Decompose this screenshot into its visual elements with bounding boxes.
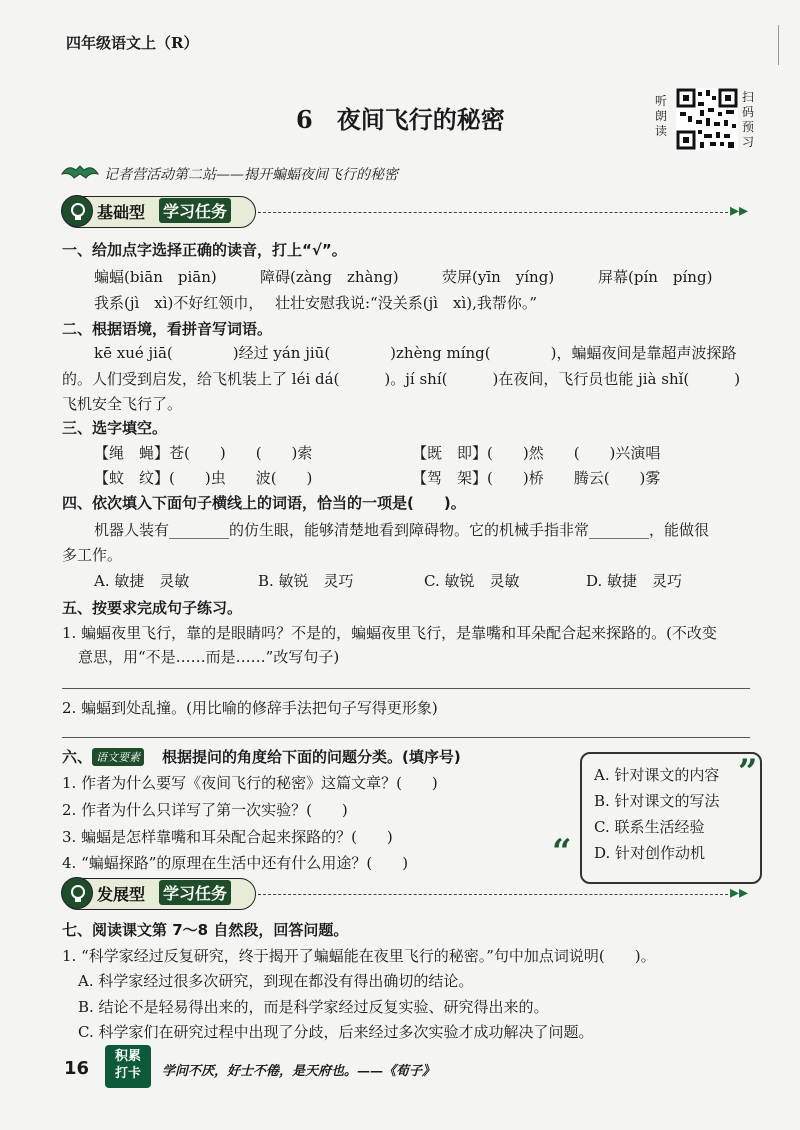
q6-option: A. 针对课文的内容: [594, 766, 720, 784]
arrow-right-icon: ▸▸: [730, 882, 749, 903]
q4-option: B. 敏锐 灵巧: [258, 572, 354, 590]
q6-option: B. 针对课文的写法: [594, 792, 720, 810]
q5-item: 2. 蝙蝠到处乱撞。(用比喻的修辞手法把句子写得更形象): [62, 699, 438, 717]
section-basic-label-b: 学习任务: [159, 198, 231, 223]
arrow-right-icon: ▸▸: [730, 200, 749, 221]
lightbulb-icon: [66, 200, 90, 224]
q3-item: 【既 即】( )然 ( )兴演唱: [412, 444, 661, 462]
q3-title: 三、选字填空。: [62, 419, 168, 437]
section-basic-header: [62, 196, 256, 228]
q6-option: C. 联系生活经验: [594, 818, 705, 836]
quote-open-icon: “: [552, 832, 572, 872]
book-label: 四年级语文上（R）: [66, 34, 199, 52]
lesson-title: 6 夜间飞行的秘密: [296, 105, 505, 134]
section-advanced-label-b: 学习任务: [159, 880, 231, 905]
checkin-stamp: [105, 1045, 151, 1088]
q6-title: 根据提问的角度给下面的问题分类。(填序号): [162, 748, 461, 766]
q1-item: 障碍(zàng zhàng): [260, 268, 399, 286]
section-divider: [258, 212, 728, 213]
q6-prefix: 六、: [62, 748, 93, 766]
section-advanced-label-a: 发展型: [97, 885, 146, 904]
q4-option: D. 敏捷 灵巧: [586, 572, 683, 590]
q5-item: 1. 蝙蝠夜里飞行，靠的是眼睛吗？不是的，蝙蝠夜里飞行，是靠嘴和耳朵配合起来探路的。(不改变: [62, 624, 717, 642]
q7-title: 七、阅读课文第 7～8 自然段，回答问题。: [62, 921, 349, 939]
q6-item: 4. “蝙蝠探路”的原理在生活中还有什么用途？( ): [62, 854, 409, 872]
margin-mark: [778, 25, 780, 65]
q6-item: 1. 作者为什么要写《夜间飞行的秘密》这篇文章？( ): [62, 774, 438, 792]
q1-item: 荧屏(yīn yíng): [442, 268, 555, 286]
bat-icon: [60, 160, 100, 186]
q5-title: 五、按要求完成句子练习。: [62, 599, 243, 617]
qr-code-icon[interactable]: [676, 88, 738, 150]
q2-line: 的。人们受到启发，给飞机装上了 léi dá( )。jí shí( )在夜间，飞行员也能 jià shǐ( ): [62, 370, 741, 388]
footer-quote: 学问不厌，好士不倦，是天府也。——《荀子》: [162, 1064, 436, 1079]
qr-right-label: 扫码预习: [742, 90, 755, 149]
q1-item: 蝙蝠(biān piān): [94, 268, 217, 286]
lightbulb-icon: [66, 882, 90, 906]
intro-text: 记者营活动第二站——揭开蝙蝠夜间飞行的秘密: [104, 167, 398, 183]
section-basic-label-a: 基础型: [97, 203, 146, 222]
q7-option: C. 科学家们在研究过程中出现了分歧，后来经过多次实验才成功解决了问题。: [78, 1023, 594, 1041]
q7-option: B. 结论不是轻易得出来的，而是科学家经过反复实验、研究得出来的。: [78, 998, 549, 1016]
q4-sentence: 机器人装有________的仿生眼，能够清楚地看到障碍物。它的机械手指非常________，能做很: [94, 521, 710, 539]
q4-option: C. 敏锐 灵敏: [424, 572, 520, 590]
q3-item: 【驾 架】( )桥 腾云( )雾: [412, 469, 661, 487]
q6-item: 3. 蝙蝠是怎样靠嘴和耳朵配合起来探路的？( ): [62, 828, 393, 846]
q3-item: 【绳 蝇】苍( ) ( )索: [94, 444, 313, 462]
q2-line: 飞机安全飞行了。: [62, 395, 183, 413]
q2-title: 二、根据语境，看拼音写词语。: [62, 320, 273, 338]
stamp-text: 打卡: [114, 1066, 141, 1081]
q3-item: 【蚊 纹】( )虫 波( ): [94, 469, 313, 487]
q1-row2-a: 我系(jì xì)不好红领巾，: [94, 294, 264, 312]
page-number: 16: [64, 1058, 90, 1079]
q6-tag: 语文要素: [92, 748, 144, 766]
q4-option: A. 敏捷 灵敏: [94, 572, 190, 590]
q5-item: 意思，用“不是……而是……”改写句子): [78, 648, 340, 666]
section-advanced-header: [62, 878, 256, 910]
q4-sentence: 多工作。: [62, 546, 123, 564]
q6-item: 2. 作者为什么只详写了第一次实验？( ): [62, 801, 348, 819]
q6-option: D. 针对创作动机: [594, 844, 706, 862]
q1-item: 屏幕(pín píng): [598, 268, 713, 286]
section-divider: [258, 894, 728, 895]
q7-option: A. 科学家经过很多次研究，到现在都没有得出确切的结论。: [78, 972, 474, 990]
answer-line[interactable]: [62, 688, 750, 689]
answer-line[interactable]: [62, 737, 750, 738]
qr-left-label: 听朗读: [655, 94, 668, 138]
q4-title: 四、依次填入下面句子横线上的词语，恰当的一项是( )。: [62, 494, 466, 512]
q7-item: 1. “科学家经过反复研究，终于揭开了蝙蝠能在夜里飞行的秘密。”句中加点词说明( )。: [62, 947, 656, 965]
q1-row2-b: 壮壮安慰我说:“没关系(jì xì),我帮你。”: [275, 294, 538, 312]
quote-close-icon: ”: [738, 752, 758, 792]
stamp-text: 积累: [114, 1049, 141, 1064]
q1-title: 一、给加点字选择正确的读音，打上“√”。: [62, 241, 347, 259]
q2-line: kē xué jiā( )经过 yán jiū( )zhèng míng( )，蝙蝠夜间是靠超声波探路: [94, 344, 737, 362]
